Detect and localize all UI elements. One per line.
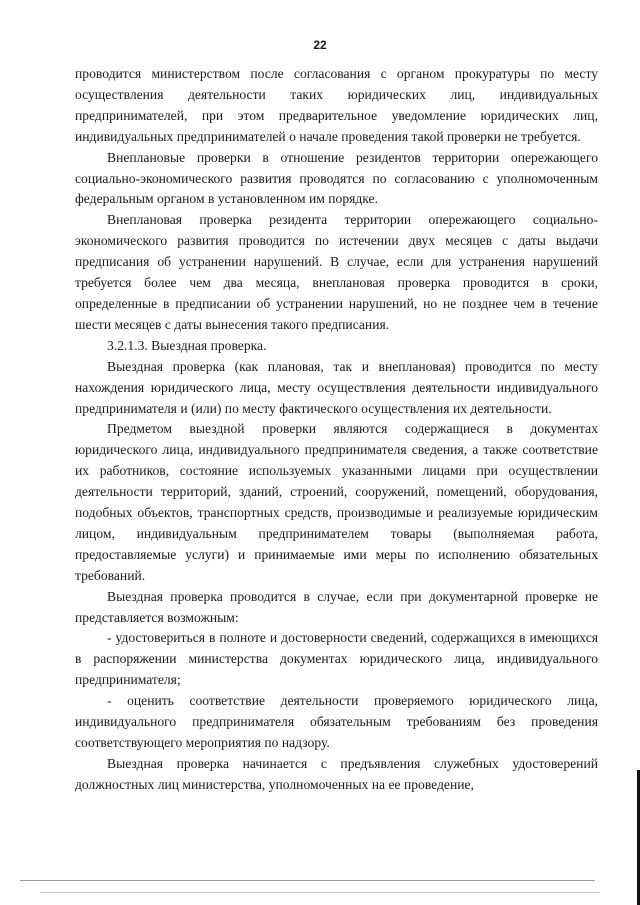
paragraph-onsite-start: Выездная проверка начинается с предъявления служебных удостоверений должностных лиц министерства, уполномоченных на ее проведение, xyxy=(75,755,598,792)
paragraph-unscheduled-inspections: Внеплановые проверки в отношение резидентов территории опережающего социально-экономического развития проводятся по согласованию с уполномоченным федеральным органом в установленном им порядке. xyxy=(75,149,598,207)
page-number: 22 xyxy=(313,38,327,52)
paragraph-onsite-subject: Предметом выездной проверки являются содержащиеся в документах юридического лица, индивидуального предпринимателя сведения, а также соответствие их работников, состояние используемых указанными лицами при осуществлении деятельности территорий, зданий, строений, сооружений, помещений, оборудования, подобных объектов, транспортных средств, производимые и реализуемые юридическим лицом, индивидуальным предпринимателем товары (выполняемая работа, предоставляемые услуги) и принимаемые ими меры по исполнению обязательных требований. xyxy=(75,421,598,583)
scan-bottom-line xyxy=(20,880,595,881)
section-heading-3-2-1-3: 3.2.1.3. Выездная проверка. xyxy=(107,337,267,353)
paragraph-continuation: проводится министерством после согласования с органом прокуратуры по месту осуществления деятельности таких юридических лиц, индивидуальных предпринимателей, при этом предварительное уведомление юридических лиц, индивидуальных предпринимателей о начале проведения такой проверки не требуется. xyxy=(75,66,598,144)
list-item-assess: - оценить соответствие деятельности проверяемого юридического лица, индивидуального предпринимателя обязательным требованиям без проведения соответствующего мероприятия по надзору. xyxy=(75,693,598,750)
list-item-verify: - удостовериться в полноте и достоверности сведений, содержащихся в имеющихся в распоряжении министерства документах юридического лица, индивидуального предпринимателя; xyxy=(75,630,598,688)
paragraph-onsite-conditions: Выездная проверка проводится в случае, если при документарной проверке не представляется возможным: xyxy=(75,588,598,625)
paragraph-resident-inspection: Внеплановая проверка резидента территории опережающего социально-экономического развития проводится по истечении двух месяцев с даты выдачи предписания об устранении нарушений. В случае, если для устранения нарушений требуется более чем два месяца, внеплановая проверка проводится в сроки, определенные в предписании об устранении нарушений, но не позднее чем в течение шести месяцев с даты вынесения такого предписания. xyxy=(75,212,598,332)
document-body xyxy=(75,64,598,796)
paragraph-onsite-location: Выездная проверка (как плановая, так и внеплановая) проводится по месту нахождения юридического лица, месту осуществления деятельности индивидуального предпринимателя и (или) по месту фактического осуществления их деятельности. xyxy=(75,358,598,416)
scan-bottom-line-2 xyxy=(40,892,600,893)
